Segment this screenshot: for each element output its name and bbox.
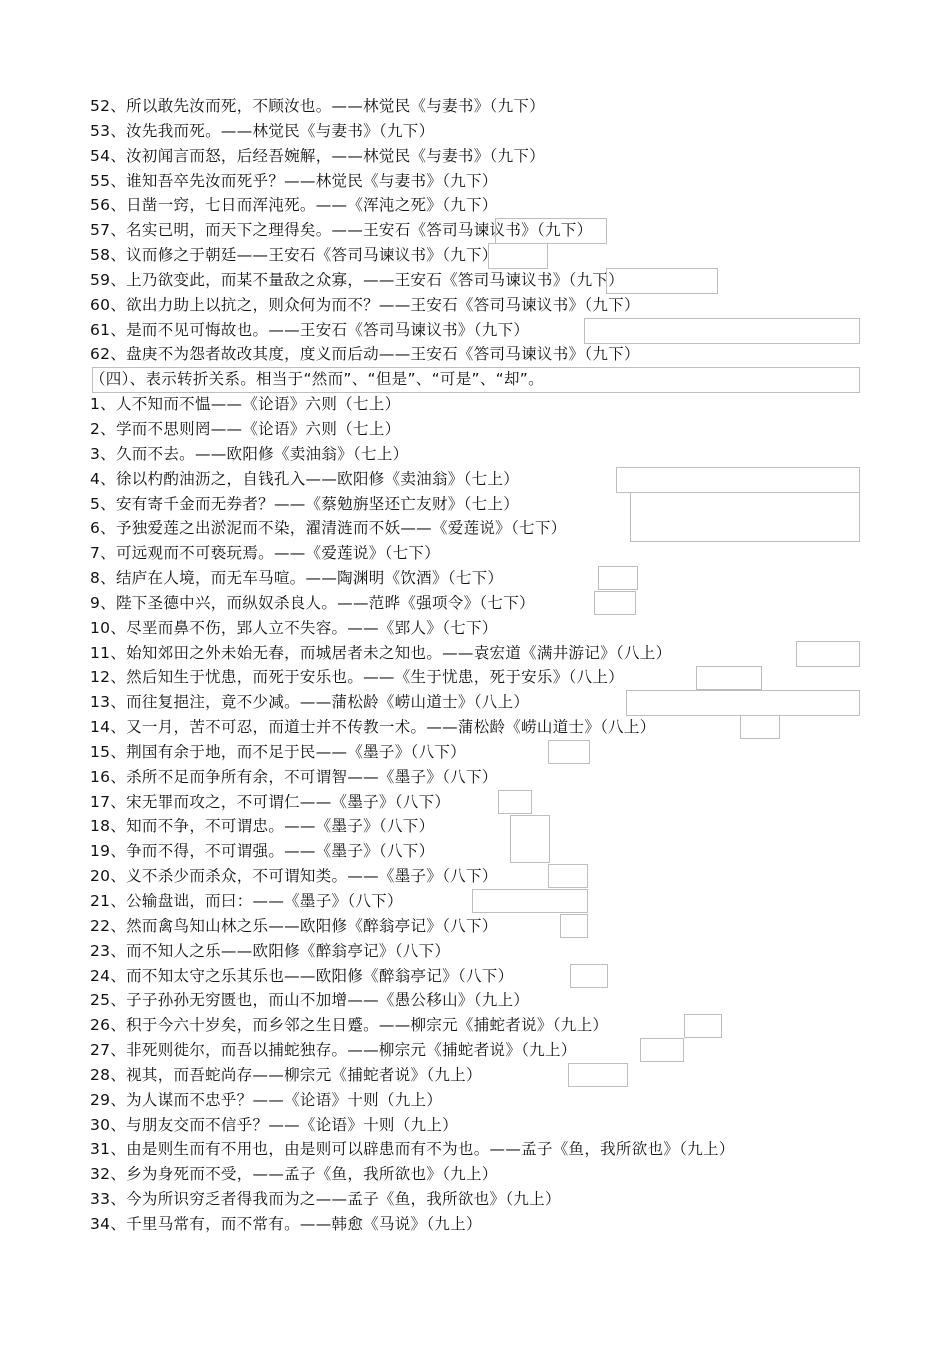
text-line: 23、而不知人之乐——欧阳修《醉翁亭记》（八下）	[90, 941, 451, 960]
text-line: 8、结庐在人境，而无车马喧。——陶渊明《饮酒》（七下）	[90, 569, 504, 588]
text-line: 53、汝先我而死。——林觉民《与妻书》（九下）	[90, 121, 435, 140]
text-line: 54、汝初闻言而怒，后经吾婉解，——林觉民《与妻书》（九下）	[90, 146, 545, 165]
text-line: 17、宋无罪而攻之，不可谓仁——《墨子》（八下）	[90, 792, 451, 811]
text-lines	[90, 94, 890, 1237]
text-line: 1、人不知而不愠——《论语》六则（七上）	[90, 395, 401, 414]
text-line: 11、始知郊田之外未始无春，而城居者未之知也。——袁宏道《满井游记》（八上）	[90, 643, 672, 662]
text-line: 4、徐以杓酌油沥之，自钱孔入——欧阳修《卖油翁》（七上）	[90, 469, 520, 488]
text-line: 25、子子孙孙无穷匮也，而山不加增——《愚公移山》（九上）	[90, 991, 530, 1010]
text-line: 28、视其，而吾蛇尚存——柳宗元《捕蛇者说》（九上）	[90, 1065, 482, 1084]
text-line: 52、所以敢先汝而死，不顾汝也。——林觉民《与妻书》（九下）	[90, 97, 545, 115]
text-line: 33、今为所识穷乏者得我而为之——孟子《鱼，我所欲也》（九上）	[90, 1190, 561, 1209]
section-heading: （四）、表示转折关系。相当于“然而”、“但是”、“可是”、“却”。	[90, 370, 544, 389]
text-line: 6、予独爱莲之出淤泥而不染，濯清涟而不妖——《爱莲说》（七下）	[90, 519, 567, 538]
text-line: 56、日凿一窍，七日而浑沌死。——《浑沌之死》（九下）	[90, 196, 498, 215]
text-line: 58、议而修之于朝廷——王安石《答司马谏议书》（九下）	[90, 246, 498, 265]
text-line: 29、为人谋而不忠乎？——《论语》十则（九上）	[90, 1090, 443, 1109]
text-line: 27、非死则徙尔，而吾以捕蛇独存。——柳宗元《捕蛇者说》（九上）	[90, 1041, 577, 1060]
text-line: 9、陛下圣德中兴，而纵奴杀良人。——范晔《强项令》（七下）	[90, 593, 535, 612]
text-line: 32、乡为身死而不受，——孟子《鱼，我所欲也》（九上）	[90, 1165, 498, 1184]
text-line: 5、安有寄千金而无券者？——《蔡勉旃坚还亡友财》（七上）	[90, 494, 520, 513]
text-line: 13、而往复挹注，竟不少减。——蒲松龄《崂山道士》（八上）	[90, 693, 530, 712]
text-line: 31、由是则生而有不用也，由是则可以辟患而有不为也。——孟子《鱼，我所欲也》（九上）	[90, 1140, 735, 1159]
text-line: 26、积于今六十岁矣，而乡邻之生日蹙。——柳宗元《捕蛇者说》（九上）	[90, 1016, 609, 1035]
text-line: 34、千里马常有，而不常有。——韩愈《马说》（九上）	[90, 1214, 482, 1233]
text-line: 30、与朋友交而不信乎？——《论语》十则（九上）	[90, 1115, 458, 1134]
text-line: 3、久而不去。——欧阳修《卖油翁》（七上）	[90, 444, 409, 463]
text-line: 59、上乃欲变此，而某不量敌之众寡，——王安石《答司马谏议书》（九下）	[90, 270, 624, 289]
text-line: 55、谁知吾卒先汝而死乎？——林觉民《与妻书》（九下）	[90, 171, 498, 190]
text-line: 61、是而不见可悔故也。——王安石《答司马谏议书》（九下）	[90, 320, 530, 339]
text-line: 18、知而不争，不可谓忠。——《墨子》（八下）	[90, 817, 435, 836]
text-line: 22、然而禽鸟知山林之乐——欧阳修《醉翁亭记》（八下）	[90, 916, 498, 935]
text-line: 62、盘庚不为怨者故改其度，度义而后动——王安石《答司马谏议书》（九下）	[90, 345, 640, 364]
text-line: 16、杀所不足而争所有余，不可谓智——《墨子》（八下）	[90, 767, 498, 786]
text-line: 14、又一月，苦不可忍，而道士并不传教一术。——蒲松龄《崂山道士》（八上）	[90, 718, 656, 737]
text-line: 7、可远观而不可亵玩焉。——《爱莲说》（七下）	[90, 544, 441, 563]
text-line: 10、尽垩而鼻不伤，郢人立不失容。——《郢人》（七下）	[90, 618, 498, 637]
text-line: 12、然后知生于忧患，而死于安乐也。——《生于忧患，死于安乐》（八上）	[90, 668, 624, 687]
text-line: 24、而不知太守之乐其乐也——欧阳修《醉翁亭记》（八下）	[90, 966, 514, 985]
text-line: 2、学而不思则罔——《论语》六则（七上）	[90, 419, 401, 438]
text-line: 57、名实已明，而天下之理得矣。——王安石《答司马谏议书》（九下）	[90, 221, 593, 240]
text-line: 19、争而不得，不可谓强。——《墨子》（八下）	[90, 842, 435, 861]
text-line: 20、义不杀少而杀众，不可谓知类。——《墨子》（八下）	[90, 867, 498, 886]
text-line: 21、公输盘诎，而曰：——《墨子》（八下）	[90, 892, 403, 910]
text-line: 15、荆国有余于地，而不足于民——《墨子》（八下）	[90, 742, 466, 761]
text-line: 60、欲出力助上以抗之，则众何为而不？——王安石《答司马谏议书》（九下）	[90, 295, 640, 314]
